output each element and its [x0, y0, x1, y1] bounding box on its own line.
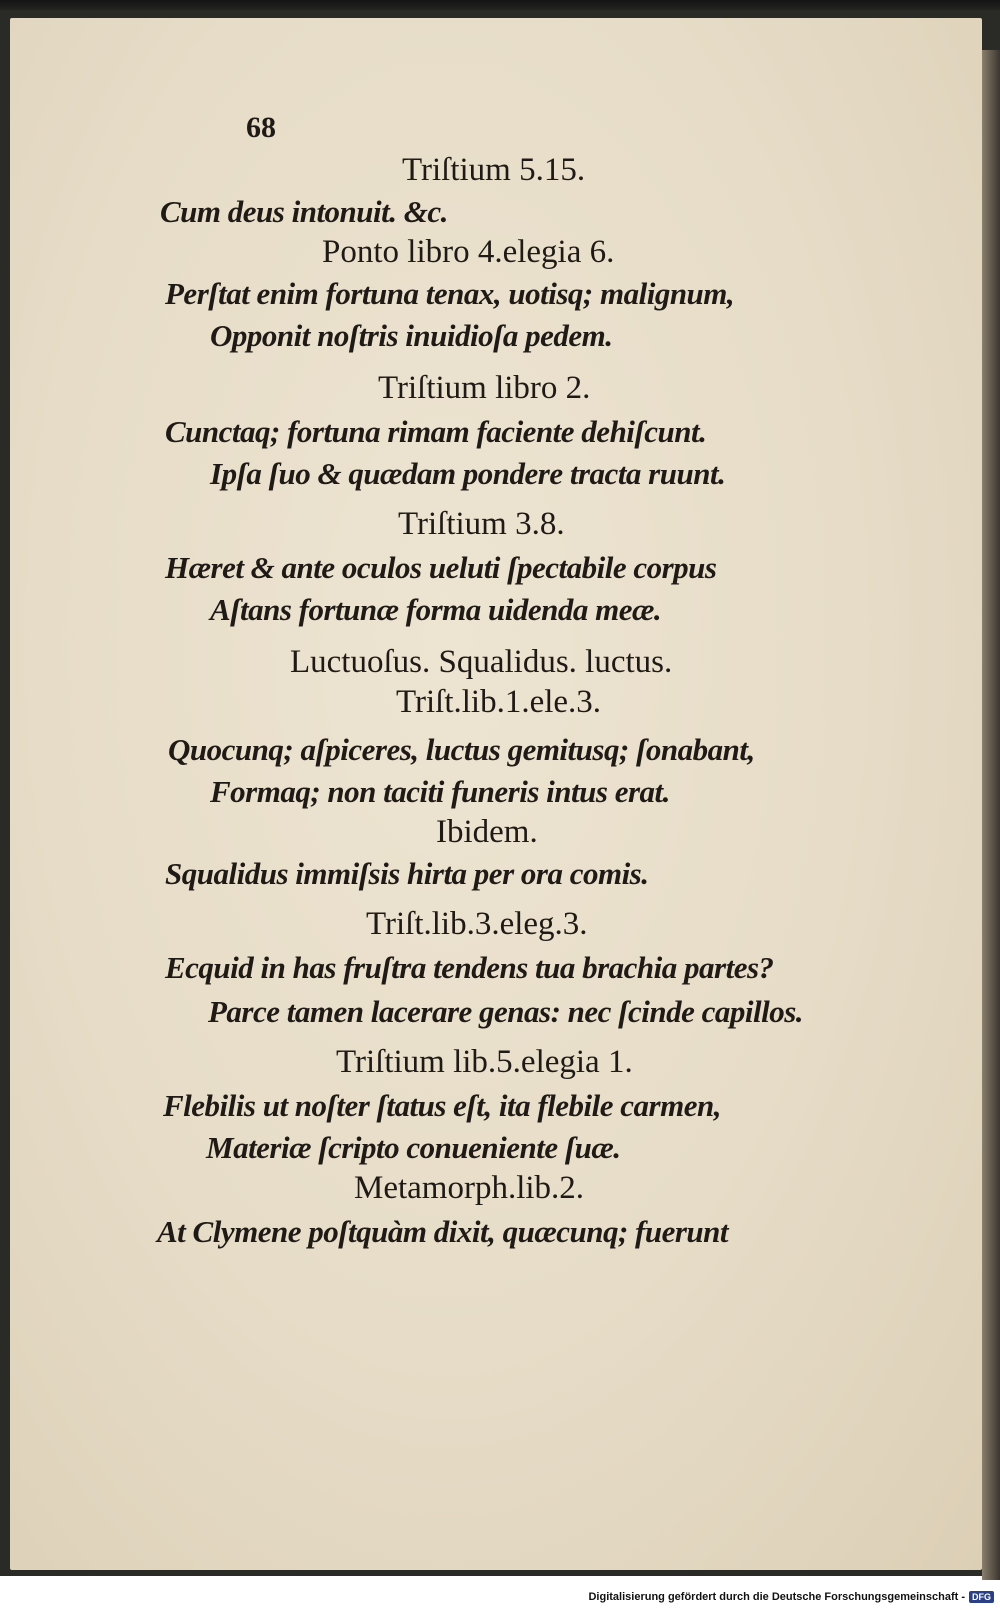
heading-line: Triſtium libro 2.: [378, 370, 591, 406]
heading-line: Metamorph.lib.2.: [354, 1170, 585, 1206]
verse-line: Parce tamen lacerare genas: nec ſcinde capillos.: [208, 994, 804, 1029]
verse-line: Cunctaq; fortuna rimam faciente dehiſcunt.: [165, 414, 707, 449]
heading-line: Triſtium 5.15.: [402, 152, 586, 188]
heading-line: Ponto libro 4.elegia 6.: [322, 234, 615, 270]
heading-line: Luctuoſus. Squalidus. luctus.: [290, 644, 673, 680]
heading-line: Ibidem.: [436, 814, 538, 850]
verse-line: Opponit noſtris inuidioſa pedem.: [210, 318, 613, 353]
verse-line: Aſtans fortunæ forma uidenda meæ.: [210, 592, 662, 627]
verse-line: Cum deus intonuit. &c.: [160, 194, 448, 229]
verse-line: Formaq; non taciti funeris intus erat.: [210, 774, 670, 809]
heading-line: Triſtium lib.5.elegia 1.: [336, 1044, 633, 1080]
verse-line: Perſtat enim fortuna tenax, uotisq; malignum,: [165, 276, 735, 311]
heading-line: Triſt.lib.1.ele.3.: [396, 684, 602, 720]
book-page: [10, 18, 982, 1570]
verse-line: Materiæ ſcripto conueniente ſuæ.: [206, 1130, 621, 1165]
digitization-credit: [588, 1586, 994, 1608]
heading-line: Triſtium 3.8.: [398, 506, 565, 542]
credit-text: Digitalisierung gefördert durch die Deutsche Forschungsgemeinschaft -: [588, 1591, 965, 1603]
page-edge: [982, 50, 1000, 1580]
heading-line: Triſt.lib.3.eleg.3.: [366, 906, 588, 942]
page-number: 68: [246, 111, 276, 144]
verse-line: Hæret & ante oculos ueluti ſpectabile corpus: [165, 550, 717, 585]
dfg-logo: DFG: [969, 1591, 994, 1603]
verse-line: Squalidus immiſsis hirta per ora comis.: [165, 856, 649, 891]
verse-line: Quocunq; aſpiceres, luctus gemitusq; ſonabant,: [168, 732, 755, 767]
verse-line: Ipſa ſuo & quædam pondere tracta ruunt.: [210, 456, 726, 491]
verse-line: Ecquid in has fruſtra tendens tua brachia partes?: [165, 950, 774, 985]
page-text: [10, 18, 982, 1570]
verse-line: Flebilis ut noſter ſtatus eſt, ita flebile carmen,: [163, 1088, 721, 1123]
verse-line: At Clymene poſtquàm dixit, quæcunq; fuerunt: [157, 1214, 729, 1249]
